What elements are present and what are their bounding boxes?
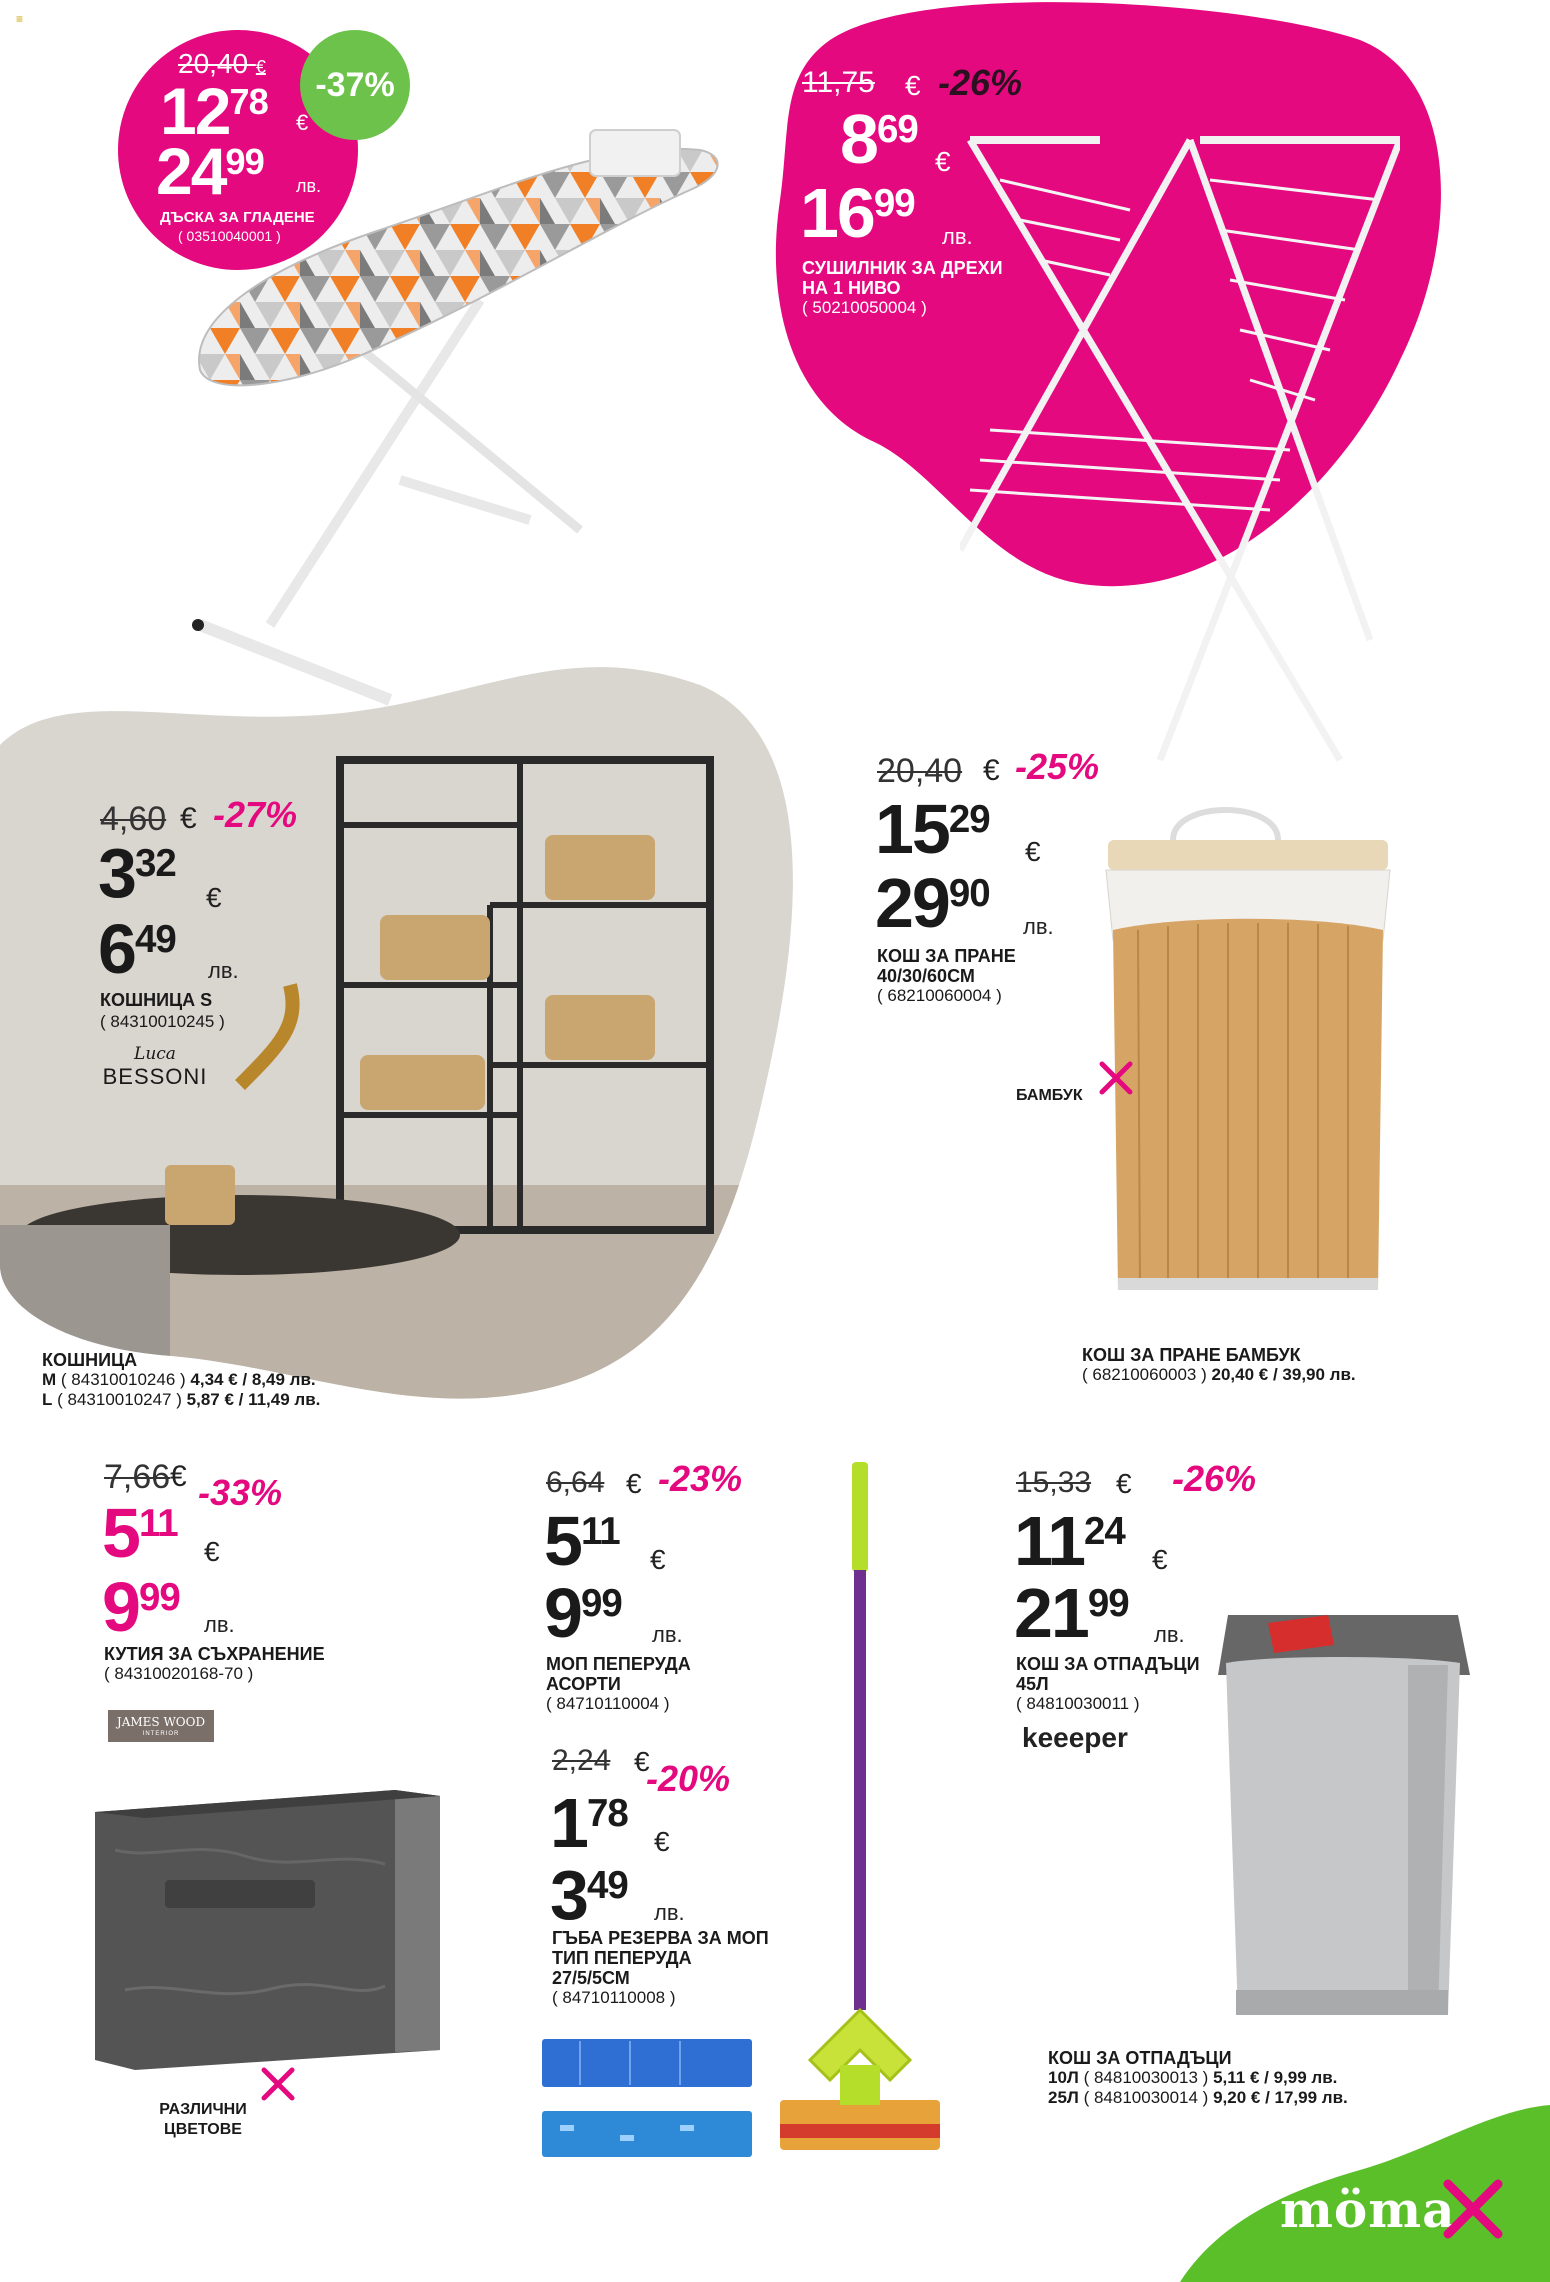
momax-x-icon [1440, 2176, 1506, 2242]
discount-label: -20% [646, 1758, 731, 1799]
discount-label: -33% [198, 1472, 283, 1513]
product-name: ДЪСКА ЗА ГЛАДЕНЕ [160, 209, 315, 226]
various-colors-label: РАЗЛИЧНИ ЦВЕТОВЕ [159, 2101, 247, 2138]
old-price: 20,40 [178, 48, 249, 79]
product-code: ( 50210050004 ) [802, 298, 927, 317]
eur-int: 12 [160, 74, 230, 148]
product-code: ( 84810030011 ) [1016, 1694, 1140, 1713]
bin-price: 15,33 € -26% $11^{24}$ € $21^{99}$ лв. КОШ ЗА ОТПАДЪЦИ 45Л ( 84810030011 ) [1014, 1458, 1257, 1713]
bin-sizes: КОШ ЗА ОТПАДЪЦИ 10Л ( 84810030013 ) 5,11 € / 9,99 лв. 25Л ( 84810030014 ) 9,20 € / 17,99 лв. [1048, 2048, 1348, 2107]
luca-bessoni-logo: Luca BESSONI [102, 1044, 208, 1089]
close-x-icon [260, 2066, 296, 2102]
product-code: ( 84710110004 ) [546, 1694, 670, 1713]
trash-bin-image [1208, 1585, 1478, 2025]
dryer-price: 11,75 € -26% $8^{69}$ € $16^{99}$ лв. СУШИЛНИК ЗА ДРЕХИ НА 1 НИВО ( 50210050004 ) [800, 62, 1023, 317]
sponge-price: 2,24 € -20% $1^{78}$ € $3^{49}$ лв. ГЪБА РЕЗЕРВА ЗА МОП ТИП ПЕПЕРУДА 27/5/5СМ ( 84710110008 ) [550, 1744, 769, 2007]
basket-s-price: 4,60 € -27% $3^{32}$ € $6^{49}$ лв. КОШНИЦА S ( 84310010245 ) Luca BESSONI [98, 794, 298, 1089]
mop-price: 6,64 € -23% $5^{11}$ € $9^{99}$ лв. МОП ПЕПЕРУДА АСОРТИ ( 84710110004 ) [544, 1458, 743, 1713]
ironing-board-discount-badge: -37% [300, 30, 410, 140]
product-name: КОШНИЦА S [100, 990, 213, 1010]
discount-label: -25% [1015, 746, 1100, 787]
keeeper-logo: keeeper [1022, 1722, 1128, 1753]
product-name: КОШ ЗА ПРАНЕ 40/30/60СМ [877, 946, 1016, 986]
bamboo-label: БАМБУК [1016, 1087, 1083, 1104]
ironing-board-price: 20,40 € $12^{78}$ € $24^{99}$ лв. ДЪСКА ЗА ГЛАДЕНЕ ( 03510040001 ) [156, 48, 322, 244]
laundry-bamboo-variant: КОШ ЗА ПРАНЕ БАМБУК ( 68210060003 ) 20,40 € / 39,90 лв. [1082, 1345, 1356, 1384]
discount-label: -27% [213, 794, 298, 835]
product-name: ГЪБА РЕЗЕРВА ЗА МОП ТИП ПЕПЕРУДА 27/5/5СМ [552, 1928, 769, 1988]
product-name: КУТИЯ ЗА СЪХРАНЕНИЕ [104, 1644, 325, 1664]
product-name: КОШ ЗА ОТПАДЪЦИ 45Л [1016, 1654, 1200, 1694]
sponge-image [540, 2035, 760, 2165]
product-code: ( 03510040001 ) [178, 228, 281, 244]
product-code: ( 84310020168-70 ) [104, 1664, 254, 1683]
product-code: ( 84710110008 ) [552, 1988, 676, 2007]
storage-box-image [95, 1790, 455, 2070]
product-code: ( 84310010245 ) [100, 1012, 225, 1031]
discount-label: -26% [938, 62, 1023, 103]
product-name: МОП ПЕПЕРУДА АСОРТИ [546, 1654, 691, 1694]
product-name: СУШИЛНИК ЗА ДРЕХИ НА 1 НИВО [802, 258, 1003, 298]
basket-sizes: КОШНИЦА M ( 84310010246 ) 4,34 € / 8,49 лв. L ( 84310010247 ) 5,87 € / 11,49 лв. [42, 1350, 321, 1409]
product-code: ( 68210060004 ) [877, 986, 1002, 1005]
discount-label: -23% [658, 1458, 743, 1499]
header-mark: ≡ [16, 12, 24, 26]
bgn-int: 24 [156, 134, 226, 208]
mop-image [770, 1460, 950, 2160]
storage-box-price: 7,66 € -33% $5^{11}$ € $9^{99}$ лв. КУТИЯ ЗА СЪХРАНЕНИЕ ( 84310020168-70 ) [102, 1458, 325, 1683]
momax-logo: möma [1280, 2180, 1456, 2239]
discount-label: -26% [1172, 1458, 1257, 1499]
james-wood-logo: JAMES WOOD INTERIOR [108, 1710, 214, 1742]
close-x-icon [1098, 1060, 1134, 1096]
laundry-basket-price: 20,40 € -25% $15^{29}$ € $29^{90}$ лв. КОШ ЗА ПРАНЕ 40/30/60СМ ( 68210060004 ) [875, 746, 1100, 1005]
